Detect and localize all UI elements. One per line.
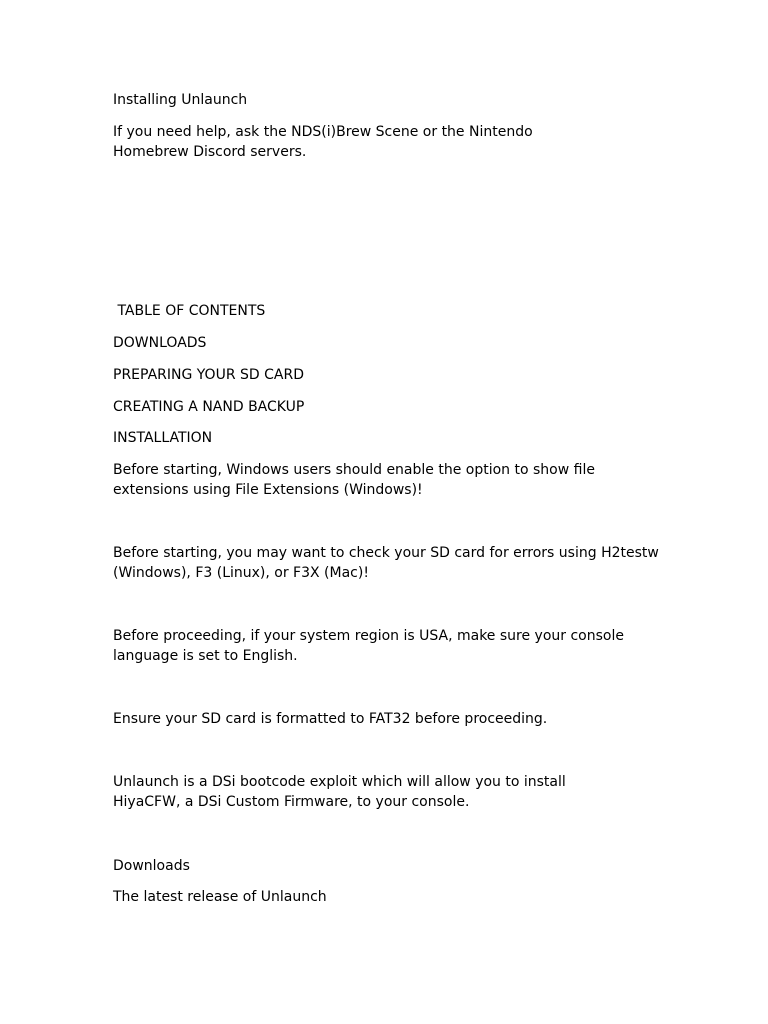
toc-item-preparing-sd-card[interactable]: PREPARING YOUR SD CARD	[113, 367, 304, 383]
toc-item-installation[interactable]: INSTALLATION	[113, 430, 213, 446]
downloads-heading: Downloads	[113, 858, 190, 874]
toc-item-downloads[interactable]: DOWNLOADS	[113, 335, 207, 351]
document-title: Installing Unlaunch	[113, 92, 248, 108]
paragraph-file-extensions: Before starting, Windows users should enable the option to show file extensions using File Extensions (Windows)!	[113, 462, 595, 498]
paragraph-fat32: Ensure your SD card is formatted to FAT32 before proceeding.	[113, 711, 548, 727]
help-note: If you need help, ask the NDS(i)Brew Scene or the Nintendo Homebrew Discord servers.	[113, 124, 533, 160]
downloads-item-unlaunch: The latest release of Unlaunch	[113, 889, 327, 905]
toc-item-nand-backup[interactable]: CREATING A NAND BACKUP	[113, 399, 305, 415]
toc-heading: TABLE OF CONTENTS	[113, 303, 266, 319]
paragraph-unlaunch-description: Unlaunch is a DSi bootcode exploit which will allow you to install HiyaCFW, a DSi Custom Firmware, to your console.	[113, 774, 566, 810]
paragraph-sd-card-check: Before starting, you may want to check your SD card for errors using H2testw (Windows), F3 (Linux), or F3X (Mac)!	[113, 545, 659, 581]
paragraph-region-language: Before proceeding, if your system region is USA, make sure your console language is set to English.	[113, 628, 624, 664]
